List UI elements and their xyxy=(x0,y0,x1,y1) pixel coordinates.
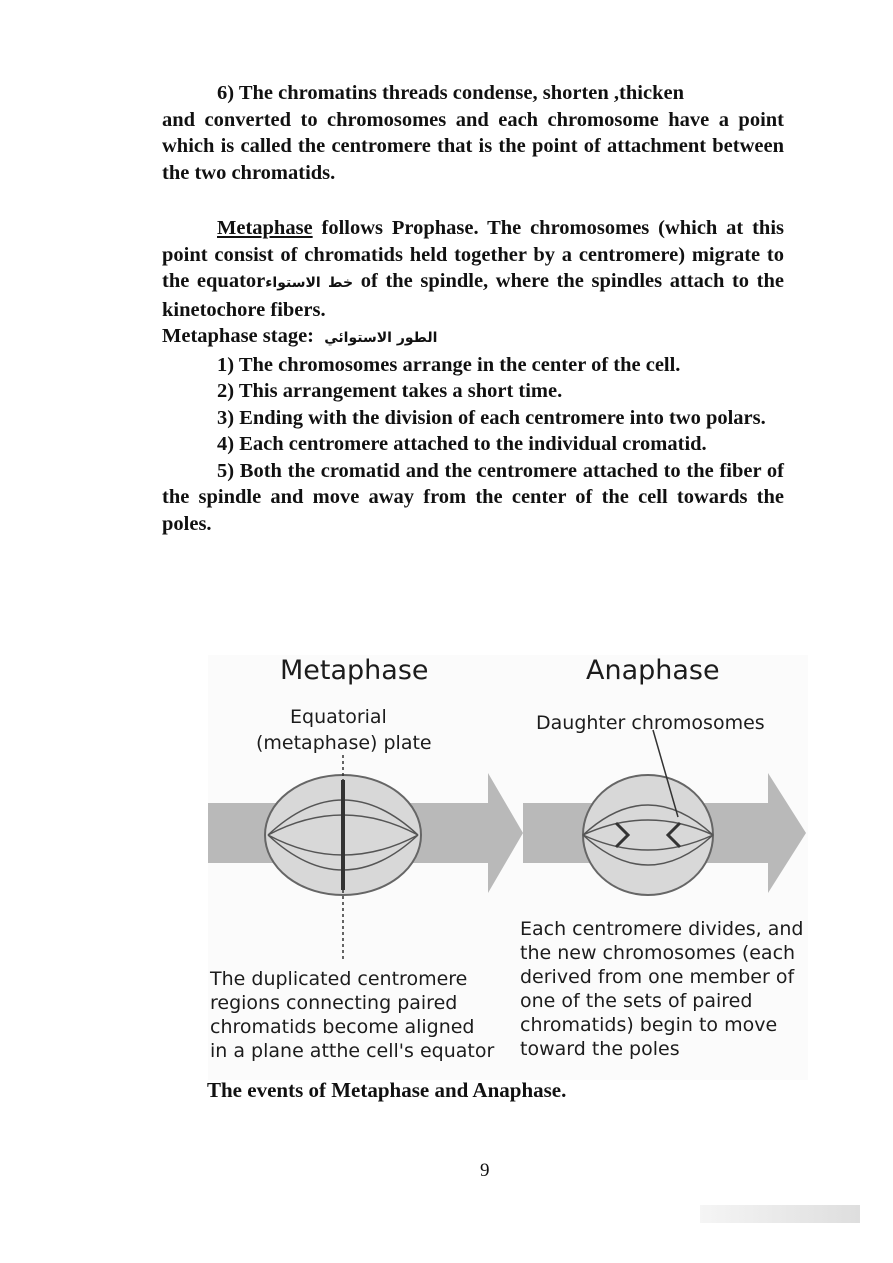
metaphase-plate-label: (metaphase) plate xyxy=(256,732,432,754)
arabic-equator: خط الاستواء xyxy=(265,275,354,291)
left-caption-line: in a plane atthe cell's equator xyxy=(210,1040,495,1062)
daughter-chromosomes-label: Daughter chromosomes xyxy=(536,712,765,734)
metaphase-text-2: of the spindle, where the spindles attach to the kinetochore fibers. xyxy=(162,270,784,321)
metaphase-paragraph xyxy=(162,215,784,323)
anaphase-title: Anaphase xyxy=(586,655,720,686)
prophase-point-6-rest: and converted to chromosomes and each chromosome have a point which is called the centromere that is the point of attachment between the two chromatids. xyxy=(162,108,784,184)
prophase-point-6-lead: 6) The chromatins threads condense, shorten ,thicken xyxy=(217,82,684,104)
right-caption-line: the new chromosomes (each xyxy=(520,942,796,964)
stage-heading xyxy=(162,323,784,352)
right-caption-line: one of the sets of paired xyxy=(520,990,753,1012)
left-caption-line: chromatids become aligned xyxy=(210,1016,475,1038)
right-caption-line: chromatids) begin to move xyxy=(520,1014,778,1036)
stage-point-2: 2) This arrangement takes a short time. xyxy=(217,380,563,402)
left-caption-line: The duplicated centromere xyxy=(210,968,468,990)
stage-point-3: 3) Ending with the division of each centromere into two polars. xyxy=(217,406,766,429)
left-caption xyxy=(210,967,494,1063)
page-body xyxy=(162,80,784,186)
stage-heading-label: Metaphase stage: xyxy=(162,325,315,347)
figure-caption: The events of Metaphase and Anaphase. xyxy=(207,1078,567,1102)
metaphase-title: Metaphase xyxy=(280,655,429,686)
metaphase-intro xyxy=(162,215,784,537)
scan-shadow xyxy=(700,1205,860,1223)
right-caption xyxy=(520,917,803,1061)
metaphase-term: Metaphase xyxy=(217,217,313,239)
equatorial-label: Equatorial xyxy=(290,706,387,728)
stage-heading-arabic: الطور الاستوائي xyxy=(324,330,438,346)
metaphase-anaphase-figure xyxy=(208,655,808,1080)
right-caption-line: Each centromere divides, and xyxy=(520,918,804,940)
right-caption-line: toward the poles xyxy=(520,1038,680,1060)
page-number: 9 xyxy=(480,1160,490,1181)
metaphase-text-1: follows Prophase. The chromosomes (which at this point consist of chromatids held together by a centromere) migrate to the equator xyxy=(162,217,784,292)
stage-point-1: 1) The chromosomes arrange in the center of the cell. xyxy=(217,353,681,376)
right-caption-line: derived from one member of xyxy=(520,966,795,988)
stage-point-4: 4) Each centromere attached to the individual cromatid. xyxy=(217,433,707,455)
left-caption-line: regions connecting paired xyxy=(210,992,458,1014)
stage-point-5: 5) Both the cromatid and the centromere attached to the fiber of the spindle and move away from the center of the cell towards the poles. xyxy=(162,459,784,535)
anaphase-cell xyxy=(583,775,713,895)
